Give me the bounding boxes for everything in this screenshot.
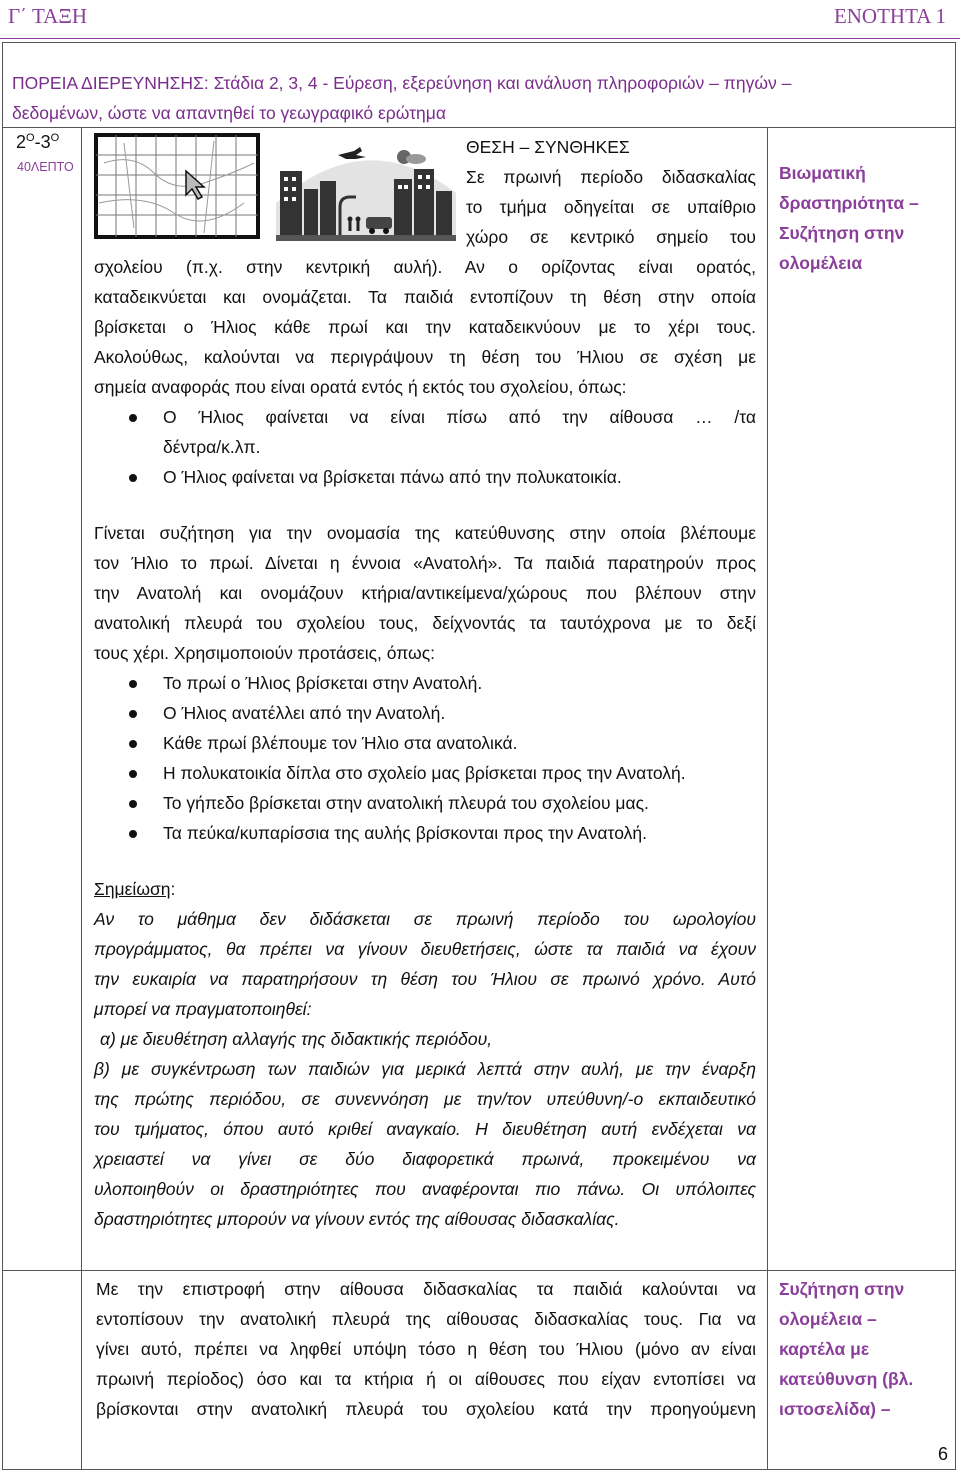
note-option-b-line: υλοποιηθούν οι δραστηριότητες που αναφέρονται πιο πάνω. Οι υπόλοιπες bbox=[94, 1179, 756, 1199]
bullet-text: Η πολυκατοικία δίπλα στο σχολείο μας βρίσκεται προς την Ανατολή. bbox=[163, 763, 686, 783]
list-item bbox=[163, 728, 517, 758]
column-divider-left-2 bbox=[81, 1270, 82, 1470]
header-class-label: Γ΄ ΤΑΞΗ bbox=[8, 4, 87, 28]
title-line-2: δεδομένων, ώστε να απαντηθεί το γεωγραφικό ερώτημα bbox=[12, 103, 446, 123]
section2-line: ανατολική πλευρά του σχολείου τους, δείχνοντάς τα ταυτόχρονα με το δεξί bbox=[94, 613, 756, 633]
side2-line: ιστοσελίδα) – bbox=[779, 1399, 891, 1419]
section1-heading: ΘΕΣΗ – ΣΥΝΘΗΚΕΣ bbox=[466, 137, 630, 157]
list-item bbox=[163, 788, 649, 818]
bullet-text: Το πρωί ο Ήλιος βρίσκεται στην Ανατολή. bbox=[163, 673, 483, 693]
title-line-1: ΠΟΡΕΙΑ ΔΙΕΡΕΥΝΗΣΗΣ: Στάδια 2, 3, 4 - Εύρεση, εξερεύνηση και ανάλυση πληροφοριών – πηγών – bbox=[12, 73, 792, 93]
side1-line: Συζήτηση στην bbox=[779, 223, 905, 243]
section1-line: σημεία αναφοράς που είναι ορατά εντός ή εκτός του σχολείου, όπως: bbox=[94, 377, 627, 397]
section3-line: εντοπίσουν την ανατολική πλευρά της αίθουσας διδασκαλίας τους. Για να bbox=[96, 1309, 756, 1329]
section3-line: γίνει αυτό, πρέπει να ληφθεί υπόψη τόσο η θέση του Ήλιου (μόνο αν είναι bbox=[96, 1339, 756, 1359]
bullet-text: Το γήπεδο βρίσκεται στην ανατολική πλευρά του σχολείου μας. bbox=[163, 793, 649, 813]
step-b: -3 bbox=[34, 132, 51, 152]
note-label bbox=[94, 874, 175, 904]
step-sup-1: Ο bbox=[26, 132, 35, 144]
note-option-a: α) με διευθέτηση αλλαγής της διδακτικής περιόδου, bbox=[100, 1029, 493, 1049]
bullet-dot bbox=[129, 680, 137, 688]
section1-line: Σε πρωινή περίοδο διδασκαλίας bbox=[466, 167, 756, 187]
duration-label: 40ΛΕΠΤΟ bbox=[17, 160, 74, 174]
note-line: προγράμματος, θα πρέπει να γίνουν διευθετήσεις, ώστε τα παιδιά να έχουν bbox=[94, 939, 756, 959]
section2-line: την Ανατολή και ονομάζουν κτήρια/αντικείμενα/χώρους που βλέπουν στην bbox=[94, 583, 756, 603]
activity-type-2 bbox=[779, 1274, 913, 1424]
column-divider-right bbox=[767, 127, 768, 1270]
note-line: μπορεί να πραγματοποιηθεί: bbox=[94, 999, 312, 1019]
map-grid-icon bbox=[94, 133, 260, 239]
inquiry-title bbox=[12, 68, 912, 128]
step-number bbox=[16, 132, 59, 153]
column-divider-left bbox=[81, 127, 82, 1270]
bullet-dot bbox=[129, 800, 137, 808]
section2-line: τους χέρι. Χρησιμοποιούν προτάσεις, όπως: bbox=[94, 643, 436, 663]
bullet-dot bbox=[129, 830, 137, 838]
section3-line: πρωινή περίοδος) όσο και τα κτήρια ή οι αίθουσες που είχαν εντοπίσει να bbox=[96, 1369, 756, 1389]
list-item bbox=[163, 402, 756, 462]
bullet-dot bbox=[129, 770, 137, 778]
page-number: 6 bbox=[937, 1444, 948, 1464]
section2-line: τον Ήλιο το πρωί. Δίνεται η έννοια «Ανατολή». Τα παιδιά παρατηρούν προς bbox=[94, 553, 756, 573]
section2-line: Γίνεται συζήτηση για την ονομασία της κατεύθυνσης στην οποία βλέπουμε bbox=[94, 523, 756, 543]
header-unit-label: ΕΝΟΤΗΤΑ 1 bbox=[833, 4, 946, 28]
step-sup-2: Ο bbox=[50, 132, 60, 144]
bullet-text: Τα πεύκα/κυπαρίσσια της αυλής βρίσκονται προς την Ανατολή. bbox=[163, 823, 647, 843]
bullet-dot bbox=[129, 474, 137, 482]
side2-line: ολομέλεια – bbox=[779, 1309, 877, 1329]
list-item bbox=[163, 668, 482, 698]
note-line: Αν το μάθημα δεν διδάσκεται σε πρωινή περίοδο του ωρολογίου bbox=[94, 909, 756, 929]
row-divider-2 bbox=[2, 1270, 956, 1271]
note-option-b-line: της πρώτης περιόδου, σε συνεννόηση με την/τον υπεύθυνη/-ο εκπαιδευτικό bbox=[94, 1089, 756, 1109]
side2-line: καρτέλα με bbox=[779, 1339, 870, 1359]
section3-line: Με την επιστροφή στην αίθουσα διδασκαλίας τα παιδιά καλούνται να bbox=[96, 1279, 756, 1299]
bullet-text: Ο Ήλιος φαίνεται να είναι πίσω από την αίθουσα … /τα bbox=[163, 407, 756, 427]
section1-line: βρίσκεται ο Ήλιος κάθε πρωί και την καταδεικνύουν με το χέρι τους. bbox=[94, 317, 756, 337]
side1-line: ολομέλεια bbox=[779, 253, 863, 273]
section1-line: Ακολούθως, καλούνται να περιγράψουν τη θέση του Ήλιου σε σχέση με bbox=[94, 347, 756, 367]
step-a: 2 bbox=[16, 132, 27, 152]
bullet-dot bbox=[129, 740, 137, 748]
section1-line: χώρο σε κεντρικό σημείο του bbox=[466, 227, 756, 247]
side2-line: κατεύθυνση (βλ. bbox=[779, 1369, 914, 1389]
note-option-b-line: β) με συγκέντρωση των παιδιών για μερικά λεπτά στην αυλή, με την έναρξη bbox=[94, 1059, 756, 1079]
note-option-b-line: δραστηριότητες μπορούν να γίνουν εντός της αίθουσας διδασκαλίας. bbox=[94, 1209, 620, 1229]
column-divider-right-2 bbox=[767, 1270, 768, 1470]
note-line: την ευκαιρία να παρατηρήσουν τη θέση του Ήλιου σε πρωινό χρόνο. Αυτό bbox=[94, 969, 756, 989]
section1-line: το τμήμα οδηγείται σε υπαίθριο bbox=[466, 197, 756, 217]
note-colon: : bbox=[170, 879, 176, 899]
bullet-dot bbox=[129, 710, 137, 718]
bullet-text: δέντρα/κ.λπ. bbox=[163, 437, 261, 457]
section3-line: βρίσκονται στην ανατολική πλευρά του σχολείου κατά την προηγούμενη bbox=[96, 1399, 756, 1419]
side1-line: δραστηριότητα – bbox=[779, 193, 919, 213]
bullet-text: Ο Ήλιος ανατέλλει από την Ανατολή. bbox=[163, 703, 446, 723]
section1-line: καταδεικνύεται και ονομάζεται. Τα παιδιά εντοπίζουν τη θέση στην οποία bbox=[94, 287, 756, 307]
bullet-text: Κάθε πρωί βλέπουμε τον Ήλιο στα ανατολικά. bbox=[163, 733, 518, 753]
note-label-text: Σημείωση bbox=[94, 879, 171, 899]
section1-line: σχολείου (π.χ. στην κεντρική αυλή). Αν ο ορίζοντας είναι ορατός, bbox=[94, 257, 756, 277]
list-item bbox=[163, 698, 445, 728]
list-item bbox=[163, 462, 756, 492]
city-skyline-illustration bbox=[276, 133, 456, 241]
side1-line: Βιωματική bbox=[779, 163, 866, 183]
bullet-text: Ο Ήλιος φαίνεται να βρίσκεται πάνω από την πολυκατοικία. bbox=[163, 467, 622, 487]
list-item bbox=[163, 758, 686, 788]
bullet-dot bbox=[129, 414, 137, 422]
side2-line: Συζήτηση στην bbox=[779, 1279, 905, 1299]
note-option-b-line: χρειαστεί να γίνει σε δύο διαφορετικά πρωινά, προκειμένου να bbox=[94, 1149, 756, 1169]
header-rule bbox=[0, 38, 960, 39]
note-option-b-line: του τμήματος, όπου αυτό κριθεί αναγκαίο. Η διευθέτηση αυτή ενδέχεται να bbox=[94, 1119, 756, 1139]
activity-type-1 bbox=[779, 158, 919, 278]
list-item bbox=[163, 818, 647, 848]
